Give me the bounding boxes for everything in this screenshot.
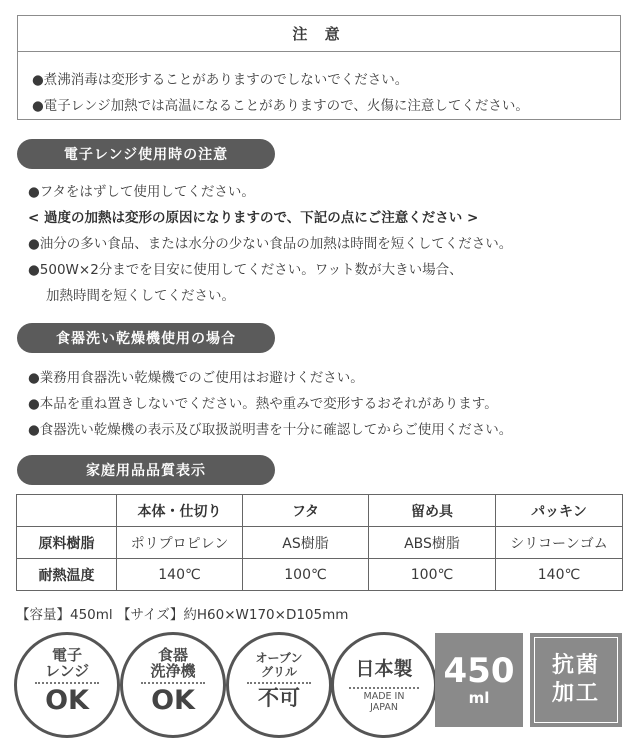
table-cell: シリコーンゴム bbox=[496, 527, 623, 559]
table-header-cell: フタ bbox=[243, 495, 369, 527]
table-cell: 100℃ bbox=[243, 559, 369, 591]
oven-not-allowed-badge bbox=[226, 632, 332, 738]
table-row bbox=[17, 527, 623, 559]
dotted-divider bbox=[349, 687, 419, 689]
table-cell: 140℃ bbox=[117, 559, 243, 591]
dishwasher-item: ●業務用食器洗い乾燥機でのご使用はお避けください。 bbox=[28, 370, 364, 386]
badge-label: レンジ bbox=[44, 662, 90, 680]
quality-table bbox=[16, 494, 623, 591]
microwave-section-header: 電子レンジ使用時の注意 bbox=[17, 139, 275, 169]
badge-label: 加工 bbox=[551, 681, 600, 706]
dotted-divider bbox=[35, 682, 99, 684]
quality-section-header: 家庭用品品質表示 bbox=[17, 455, 275, 485]
dishwasher-section-header: 食器洗い乾燥機使用の場合 bbox=[17, 323, 275, 353]
caution-title: 注 意 bbox=[18, 16, 620, 52]
microwave-item-continued: 加熱時間を短くしてください。 bbox=[46, 288, 235, 304]
badge-label: 電子 bbox=[51, 646, 82, 664]
table-row-header: 耐熱温度 bbox=[17, 559, 117, 591]
badge-status: OK bbox=[151, 685, 195, 716]
table-cell: ポリプロピレン bbox=[117, 527, 243, 559]
table-cell: 140℃ bbox=[496, 559, 623, 591]
dotted-divider bbox=[141, 682, 205, 684]
antibacterial-badge bbox=[530, 633, 622, 727]
volume-value: 450 bbox=[443, 651, 515, 691]
table-row-header: 原料樹脂 bbox=[17, 527, 117, 559]
capacity-size-line: 【容量】450ml 【サイズ】約H60×W170×D105mm bbox=[16, 607, 349, 623]
table-header-cell: パッキン bbox=[496, 495, 623, 527]
badge-status: 不可 bbox=[258, 686, 300, 710]
microwave-ok-badge bbox=[14, 632, 120, 738]
table-cell: AS樹脂 bbox=[243, 527, 369, 559]
made-in-japan-badge bbox=[331, 632, 437, 738]
badge-label: 抗菌 bbox=[551, 653, 600, 678]
dishwasher-item: ●食器洗い乾燥機の表示及び取扱説明書を十分に確認してからご使用ください。 bbox=[28, 422, 513, 438]
table-row bbox=[17, 559, 623, 591]
table-cell: 100℃ bbox=[369, 559, 496, 591]
badge-sublabel: MADE IN bbox=[363, 691, 405, 702]
volume-unit: ml bbox=[468, 689, 490, 707]
badge-sublabel: JAPAN bbox=[370, 702, 398, 713]
badge-label: オーブン bbox=[255, 651, 303, 665]
badge-status: OK bbox=[45, 685, 89, 716]
badge-label: グリル bbox=[260, 665, 297, 679]
badge-label: 日本製 bbox=[355, 658, 413, 680]
table-header-cell: 本体・仕切り bbox=[117, 495, 243, 527]
table-header-cell bbox=[17, 495, 117, 527]
volume-badge bbox=[435, 633, 523, 727]
table-header-cell: 留め具 bbox=[369, 495, 496, 527]
microwave-item: ●油分の多い食品、または水分の少ない食品の加熱は時間を短くしてください。 bbox=[28, 236, 513, 252]
badge-label: 洗浄機 bbox=[150, 662, 196, 680]
badge-inner-frame bbox=[534, 637, 618, 723]
microwave-warning: < 過度の加熱は変形の原因になりますので、下記の点にご注意ください > bbox=[28, 210, 479, 226]
table-cell: ABS樹脂 bbox=[369, 527, 496, 559]
dotted-divider bbox=[247, 682, 311, 684]
caution-item: ●電子レンジ加熱では高温になることがありますので、火傷に注意してください。 bbox=[32, 98, 529, 114]
microwave-item: ●500W×2分までを目安に使用してください。ワット数が大きい場合、 bbox=[28, 262, 463, 278]
table-header-row bbox=[17, 495, 623, 527]
badge-label: 食器 bbox=[157, 646, 188, 664]
microwave-item: ●フタをはずして使用してください。 bbox=[28, 184, 255, 200]
caution-item: ●煮沸消毒は変形することがありますのでしないでください。 bbox=[32, 72, 409, 88]
dishwasher-ok-badge bbox=[120, 632, 226, 738]
dishwasher-item: ●本品を重ね置きしないでください。熱や重みで変形するおそれがあります。 bbox=[28, 396, 498, 412]
caution-box bbox=[17, 15, 621, 120]
